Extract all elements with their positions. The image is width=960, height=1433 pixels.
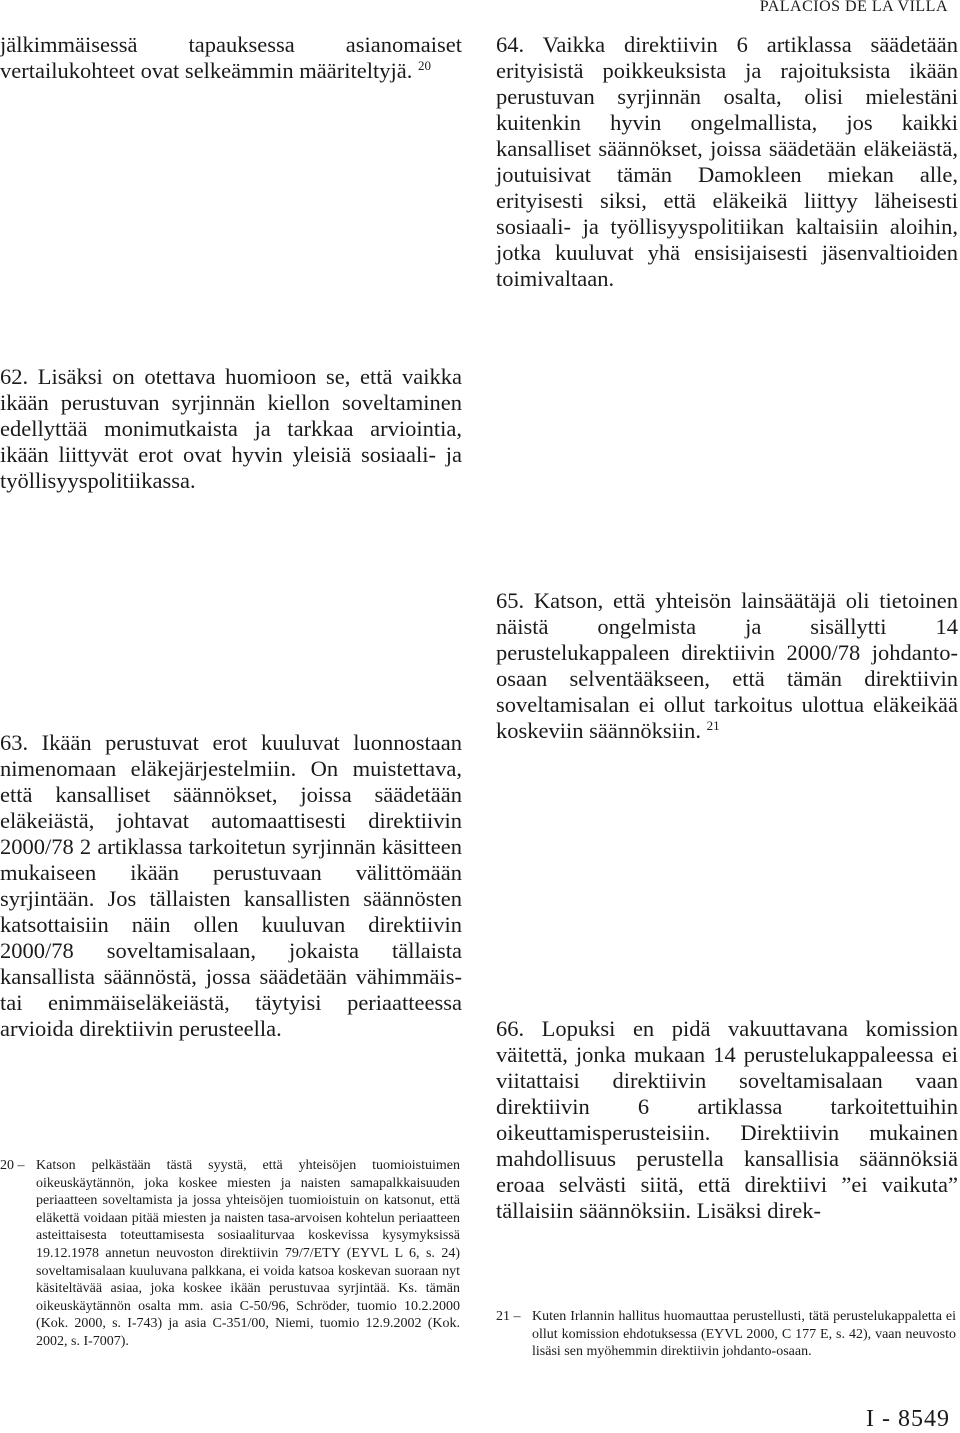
paragraph-text: 65. Katson, että yhteisön lainsäätäjä oli tietoinen näistä ongelmista ja sisällytti 14 perustelukappaleen direktiivin 2000/78 johdanto-osaan selventääkseen, että tämän direktiivin soveltamisalan ei ollut tarkoitus ulottua eläkeikää koskeviin säännöksiin. <box>496 588 958 743</box>
footnote-number: 20 – <box>0 1158 25 1173</box>
footnote-20 <box>0 1157 460 1351</box>
page-number: I - 8549 <box>866 1406 950 1432</box>
paragraph-text: 62. Lisäksi on otettava huomioon se, että vaikka ikään perustuvan syrjinnän kiellon soveltaminen edellyttää monimutkaista ja tarkkaa arviointia, ikään liittyvät erot ovat hyvin yleisiä sosiaali- ja työllisyyspolitiikassa. <box>0 364 462 493</box>
paragraph-62 <box>0 364 462 494</box>
paragraph-66 <box>496 1016 958 1224</box>
footnote-text: Kuten Irlannin hallitus huomauttaa perustellusti, tätä perustelukappaletta ei ollut komission ehdotuksessa (EYVL 2000, C 177 E, s. 42), vaan neuvosto lisäsi sen myöhemmin direktiivin johdanto-osaan. <box>532 1309 956 1360</box>
footnote-number: 21 – <box>496 1309 521 1324</box>
paragraph-63 <box>0 730 462 1042</box>
paragraph-text: jälkimmäisessä tapauksessa asianomaiset vertailukohteet ovat selkeämmin määriteltyjä. <box>0 32 462 83</box>
paragraph-text: 63. Ikään perustuvat erot kuuluvat luonnostaan nimenomaan eläkejärjestelmiin. On muistettava, että kansalliset säännökset, joissa säädetään eläkeiästä, johtavat automaattisesti direktiivin 2000/78 2 artiklassa tarkoitetun syrjinnän käsitteen mukaiseen ikään perustuvaan välittömään syrjintään. Jos tällaisten kansallisten säännösten katsottaisiin näin ollen kuuluvan direktiivin 2000/78 soveltamisalaan, jokaista tällaista kansallista säännöstä, jossa säädetään vähimmäis- tai enimmäiseläkeiästä, täytyisi periaatteessa arvioida direktiivin perusteella. <box>0 730 462 1041</box>
footnote-reference-20[interactable]: 20 <box>417 58 431 73</box>
running-head: PALACIOS DE LA VILLA <box>759 0 948 15</box>
footnote-21 <box>496 1308 956 1361</box>
paragraph-text: 66. Lopuksi en pidä vakuuttavana komission väitettä, jonka mukaan 14 perustelukappaleessa ei viitattaisi direktiivin soveltamisalaan vaan direktiivin 6 artiklassa tarkoitettuihin oikeuttamisperusteisiin. Direktiivin mukainen mahdollisuus perustella kansallisia säännöksiä eroaa selvästi siitä, että direktiivi ”ei vaikuta” tällaisiin säännöksiin. Lisäksi direk- <box>496 1016 958 1223</box>
footnote-reference-21[interactable]: 21 <box>706 718 720 733</box>
paragraph-text: 64. Vaikka direktiivin 6 artiklassa säädetään erityisistä poikkeuksista ja rajoituksista ikään perustuvan syrjinnän osalta, olisi mielestäni kuitenkin hyvin ongelmallista, jos kaikki kansalliset säännökset, joissa säädetään eläkeiästä, joutuisivat tämän Damokleen miekan alle, erityisesti siksi, että eläkeikä liittyy läheisesti sosiaali- ja työllisyyspolitiikan kaltaisiin aloihin, jotka kuuluvat yhä ensisijaisesti jäsenvaltioiden toimivaltaan. <box>496 32 958 291</box>
paragraph-64 <box>496 32 958 292</box>
paragraph-61-continuation <box>0 32 462 84</box>
footnote-text: Katson pelkästään tästä syystä, että yhteisöjen tuomioistuimen oikeuskäytännön, joka koskee miesten ja naisten samapalkkaisuuden periaatteen soveltamista ja jossa yhteisöjen tuomioistuin on katsonut, että eläkettä voidaan pitää miesten ja naisten tasa-arvoisen kohtelun periaatteen asteittaisesta toteuttamisesta sosiaaliturvaa koskevissa kysymyksissä 19.12.1978 annetun neuvoston direktiivin 79/7/ETY (EYVL L 6, s. 24) soveltamisalaan kuuluvana palkkana, ei voida katsoa koskevan suoraan nyt käsiteltävää asiaa, joka koskee ikään perustuvaa syrjintää. Ks. tämän oikeuskäytännön osalta mm. asia C-50/96, Schröder, tuomio 10.2.2000 (Kok. 2000, s. I-743) ja asia C-351/00, Niemi, tuomio 12.9.2002 (Kok. 2002, s. I-7007). <box>36 1158 460 1349</box>
paragraph-65 <box>496 588 958 744</box>
